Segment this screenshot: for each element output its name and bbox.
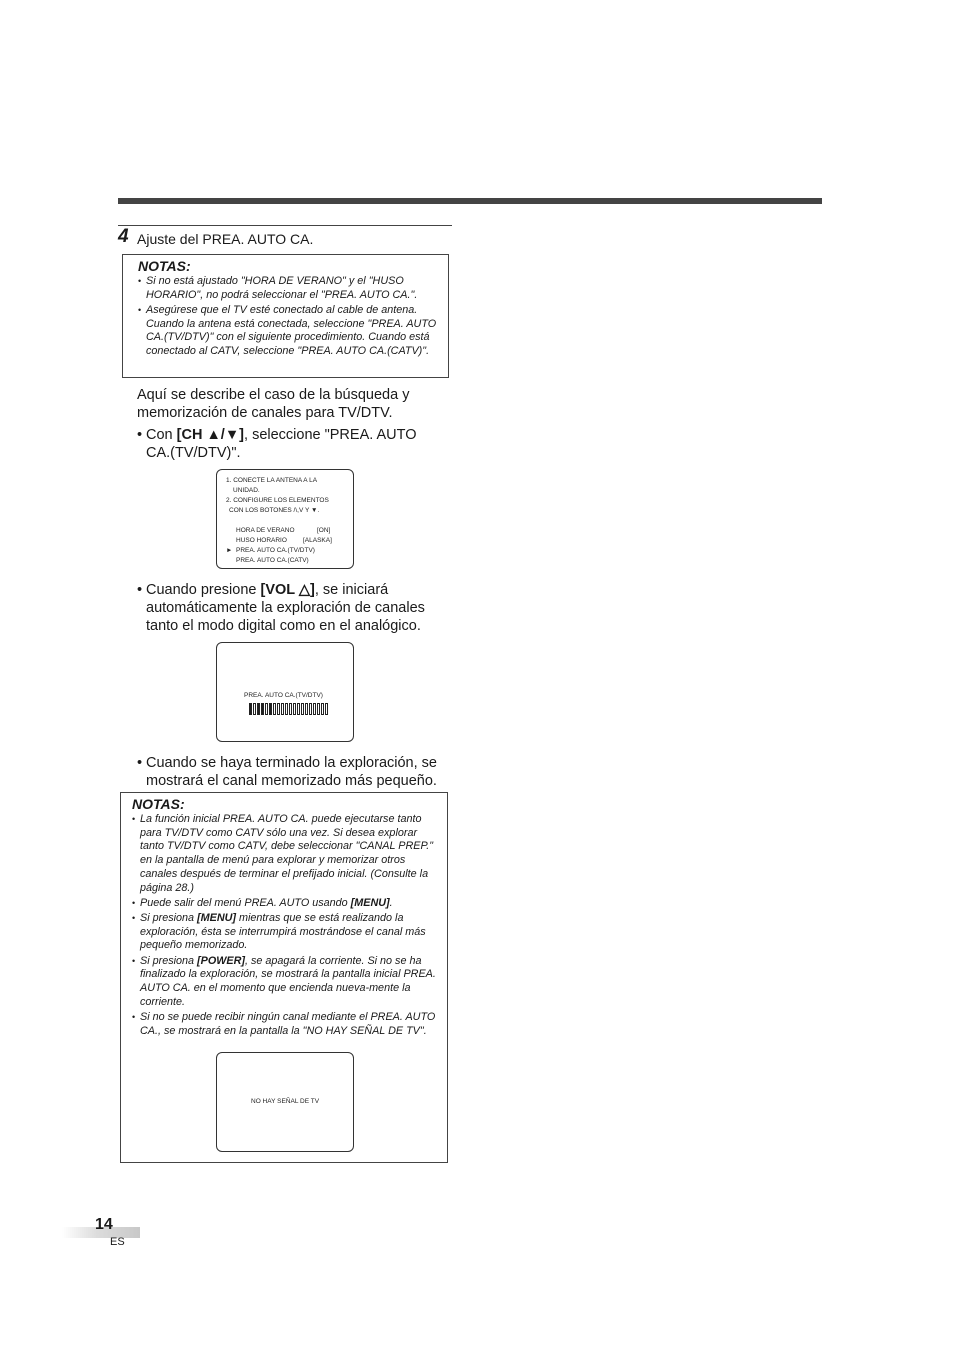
progress-segment — [273, 703, 276, 715]
progress-segment — [285, 703, 288, 715]
language-code: ES — [110, 1236, 125, 1248]
menu-row-label: PREA. AUTO CA.(CATV) — [236, 557, 309, 564]
intro-line-2: memorización de canales para TV/DTV. — [137, 405, 393, 421]
note-item: • Si presiona [POWER], se apagará la corriente. Si no se ha finalizado la exploración, se mostrará la pantalla inicial PREA. AUTO CA. en el momento que encienda nueva-mente la corriente. — [132, 955, 441, 1010]
progress-segment — [301, 703, 304, 715]
no-signal-label: NO HAY SEÑAL DE TV — [251, 1098, 320, 1105]
menu-row-value: [ON] — [317, 527, 331, 534]
screen-text: 2. CONFIGURE LOS ELEMENTOS — [226, 497, 329, 504]
note-item: • Si no está ajustado "HORA DE VERANO" y el "HUSO HORARIO", no podrá seleccionar el "PREA. AUTO CA.". — [138, 275, 442, 302]
progress-segment — [253, 703, 256, 715]
notes-list — [132, 813, 441, 1038]
progress-segment — [289, 703, 292, 715]
instruction-done: • Cuando se haya terminado la exploración, se mostrará el canal memorizado más pequeño. — [137, 755, 437, 789]
instruction-ch: • Con [CH ▲/▼], seleccione "PREA. AUTO CA.(TV/DTV)". — [137, 427, 417, 461]
progress-segment — [317, 703, 320, 715]
progress-segment — [281, 703, 284, 715]
bullet-dot: • — [137, 755, 143, 771]
menu-row-label: HUSO HORARIO — [236, 537, 287, 544]
progress-segment — [325, 703, 328, 715]
note-item: • Si no se puede recibir ningún canal mediante el PREA. AUTO CA., se mostrará en la pantalla la "NO HAY SEÑAL DE TV". — [132, 1011, 441, 1038]
note-item: • Si presiona [MENU] mientras que se está realizando la exploración, ésta se interrumpirá mostrándose el canal más pequeño memorizado. — [132, 912, 441, 953]
step-title: Ajuste del PREA. AUTO CA. — [137, 231, 314, 247]
vol-key: [VOL △] — [260, 582, 315, 598]
progress-segment — [297, 703, 300, 715]
progress-segment — [293, 703, 296, 715]
scan-label: PREA. AUTO CA.(TV/DTV) — [244, 692, 323, 699]
notes-list — [138, 275, 442, 359]
step-rule — [118, 225, 452, 226]
tv-screen-scan — [216, 642, 354, 742]
menu-row-label: PREA. AUTO CA.(TV/DTV) — [236, 547, 315, 554]
note-item: • Asegúrese que el TV esté conectado al cable de antena. Cuando la antena está conectada, seleccione "PREA. AUTO CA.(TV/DTV)" con el siguiente procedimiento. Cuando está conectado al CATV, seleccione "PREA. AUTO CA.(CATV)". — [138, 304, 442, 359]
bullet-dot: • — [137, 582, 143, 598]
page-number: 14 — [95, 1216, 113, 1233]
progress-segment — [265, 703, 268, 715]
note-item: • La función inicial PREA. AUTO CA. puede ejecutarse tanto para TV/DTV como CATV sólo una vez. Si desea explorar tanto TV/DTV como CATV, debe seleccionar "CANAL PREP." en la pantalla de menú para explorar y memorizar otros canales después de terminar el prefijado inicial. (Consulte la página 28.) — [132, 813, 441, 895]
menu-row-label: HORA DE VERANO — [236, 527, 295, 534]
progress-segment — [257, 703, 260, 715]
progress-segment — [269, 703, 272, 715]
screen-text: CON LOS BOTONES /\,V Y ▼. — [229, 507, 320, 514]
screen-text: 1. CONECTE LA ANTENA A LA — [226, 477, 318, 484]
progress-segment — [261, 703, 264, 715]
screen-text: UNIDAD. — [233, 487, 260, 494]
tv-screen-no-signal — [216, 1052, 354, 1152]
progress-segment — [305, 703, 308, 715]
step-number: 4 — [118, 226, 129, 247]
progress-segment — [313, 703, 316, 715]
cursor-icon: ► — [226, 547, 233, 554]
note-item: • Puede salir del menú PREA. AUTO usando [MENU]. — [132, 897, 441, 911]
instruction-vol: • Cuando presione [VOL △], se iniciará automáticamente la exploración de canales tanto el modo digital como en el analógico. — [137, 582, 425, 634]
notes-box-1 — [122, 254, 449, 378]
intro-line-1: Aquí se describe el caso de la búsqueda y — [137, 387, 410, 403]
notes-heading: NOTAS: — [132, 796, 185, 812]
notes-heading: NOTAS: — [138, 258, 191, 274]
progress-segment — [321, 703, 324, 715]
ch-key: [CH ▲/▼] — [176, 427, 245, 443]
progress-segment — [309, 703, 312, 715]
progress-segment — [277, 703, 280, 715]
bullet-dot: • — [137, 427, 143, 443]
progress-bar — [249, 703, 328, 715]
menu-row-value: [ALASKA] — [303, 537, 332, 544]
section-rule — [118, 198, 822, 204]
progress-segment — [249, 703, 252, 715]
tv-screen-setup — [216, 469, 354, 569]
